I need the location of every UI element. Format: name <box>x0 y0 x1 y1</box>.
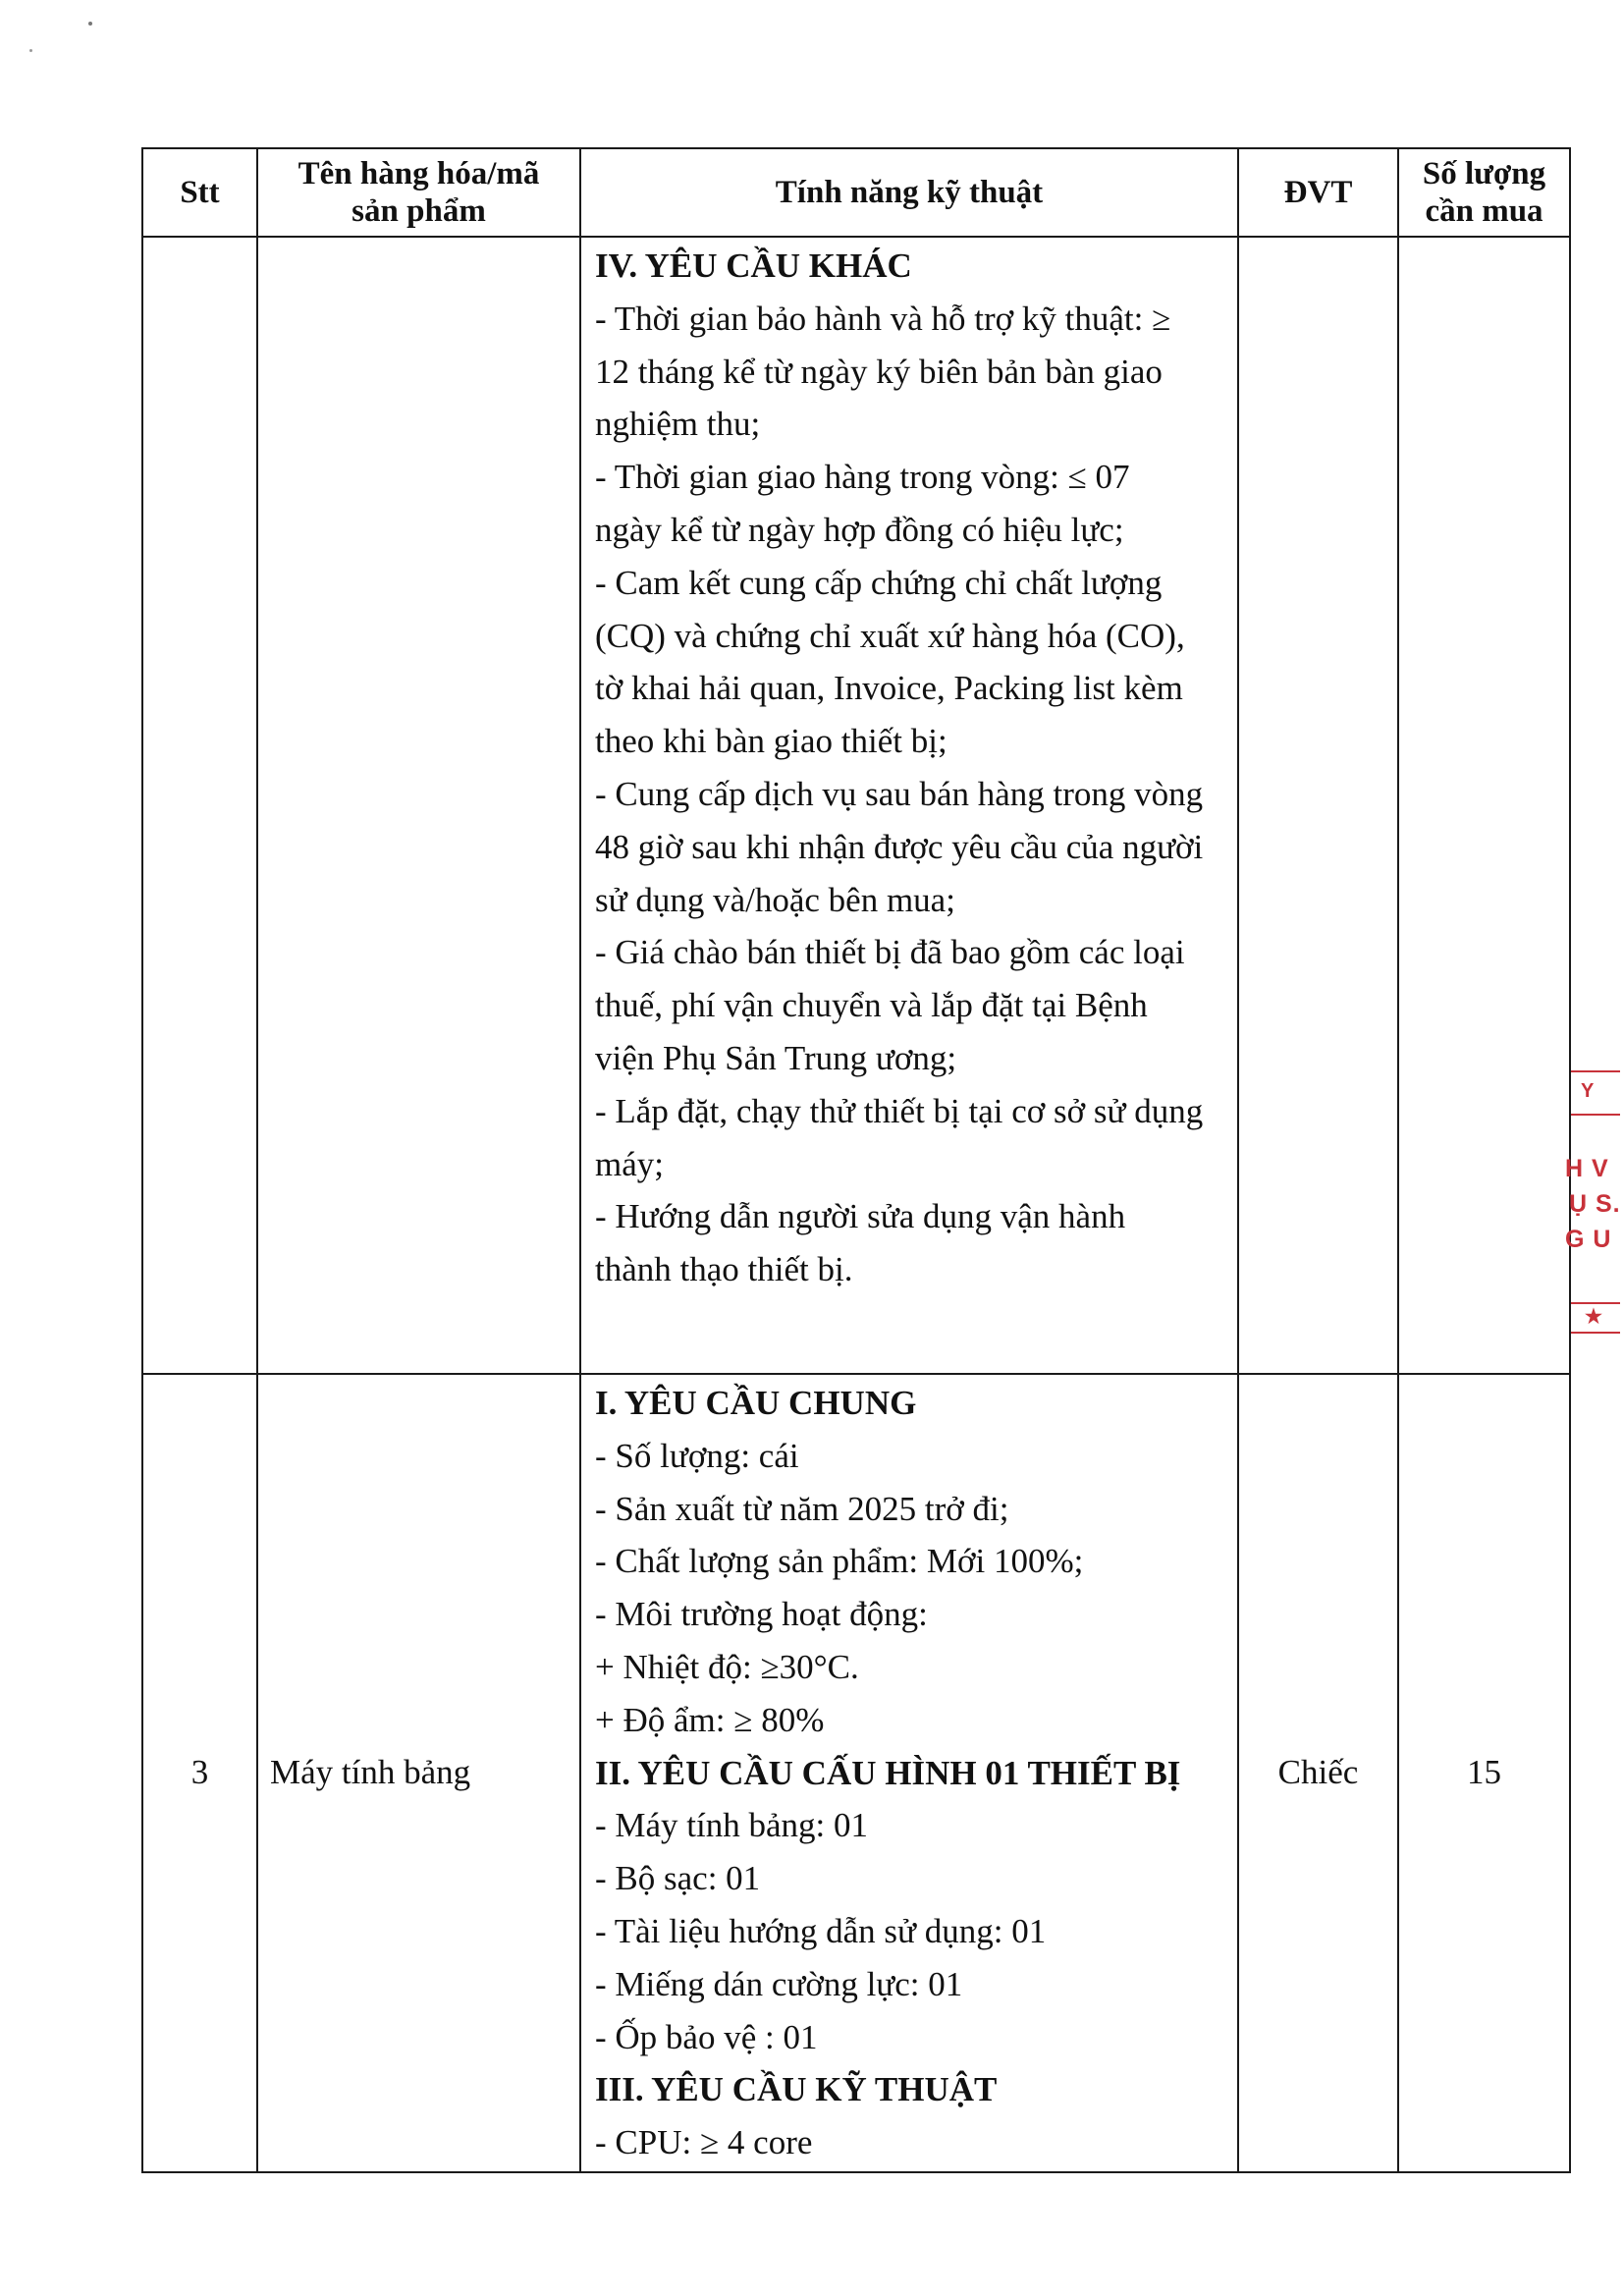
header-unit: ĐVT <box>1238 148 1398 237</box>
spec-line: + Độ ẩm: ≥ 80% <box>595 1700 825 1739</box>
spec-line: tờ khai hải quan, Invoice, Packing list kèm <box>595 669 1183 708</box>
header-qty-line2: cần mua <box>1425 193 1543 229</box>
spec-line: - Ốp bảo vệ : 01 <box>595 2017 818 2056</box>
table-row <box>142 1374 1570 2172</box>
spec-line: - Số lượng: cái <box>595 1436 799 1475</box>
row-unit <box>1238 237 1398 1374</box>
spec-line: - Miếng dán cường lực: 01 <box>595 1964 963 2003</box>
spec-line: máy; <box>595 1144 664 1183</box>
seal-text: Y <box>1581 1080 1596 1102</box>
spec-line: - Hướng dẫn người sửa dụng vận hành <box>595 1197 1126 1236</box>
red-seal-fragment <box>1565 1061 1624 1355</box>
spec-line: - Tài liệu hướng dẫn sử dụng: 01 <box>595 1911 1047 1950</box>
header-name-line2: sản phẩm <box>352 193 486 229</box>
spec-line: - Thời gian bảo hành và hỗ trợ kỹ thuật: ≥ <box>595 299 1171 338</box>
spec-line: 48 giờ sau khi nhận được yêu cầu của người <box>595 827 1204 866</box>
spec-line: - Sản xuất từ năm 2025 trở đi; <box>595 1489 1009 1528</box>
seal-text: H V <box>1565 1155 1609 1182</box>
row-name: Máy tính bảng <box>257 1374 580 2172</box>
spec-line: sử dụng và/hoặc bên mua; <box>595 880 955 919</box>
row-stt <box>142 237 257 1374</box>
spec-line: viện Phụ Sản Trung ương; <box>595 1038 957 1077</box>
spec-line: thuế, phí vận chuyển và lắp đặt tại Bệnh <box>595 986 1148 1025</box>
spec-line: 12 tháng kể từ ngày ký biên bản bàn giao <box>595 352 1163 391</box>
spec-line: - Cung cấp dịch vụ sau bán hàng trong vòng <box>595 774 1204 813</box>
row-qty <box>1398 237 1570 1374</box>
seal-text: Ụ S. <box>1569 1190 1621 1218</box>
spec-line: thành thạo thiết bị. <box>595 1250 853 1289</box>
spec-line: theo khi bàn giao thiết bị; <box>595 722 947 761</box>
seal-star-icon: ★ <box>1585 1306 1603 1328</box>
header-name-line1: Tên hàng hóa/mã <box>298 156 540 191</box>
spec-line: (CQ) và chứng chỉ xuất xứ hàng hóa (CO), <box>595 616 1185 655</box>
row-spec <box>580 237 1238 1374</box>
spec-line: ngày kể từ ngày hợp đồng có hiệu lực; <box>595 510 1124 549</box>
header-spec: Tính năng kỹ thuật <box>580 148 1238 237</box>
spec-line: - Thời gian giao hàng trong vòng: ≤ 07 <box>595 458 1130 497</box>
spec-line: - Môi trường hoạt động: <box>595 1595 928 1634</box>
row-name <box>257 237 580 1374</box>
table-row <box>142 237 1570 1374</box>
spec-line: - CPU: ≥ 4 core <box>595 2123 813 2162</box>
spec-heading: II. YÊU CẦU CẤU HÌNH 01 THIẾT BỊ <box>595 1753 1181 1792</box>
spec-line: - Bộ sạc: 01 <box>595 1859 761 1898</box>
spec-table <box>141 147 1571 2173</box>
spec-line: nghiệm thu; <box>595 405 761 444</box>
header-qty <box>1398 148 1570 237</box>
spec-line: - Chất lượng sản phẩm: Mới 100%; <box>595 1542 1084 1581</box>
row-spec <box>580 1374 1238 2172</box>
spec-line: + Nhiệt độ: ≥30°C. <box>595 1647 859 1686</box>
row-stt: 3 <box>142 1374 257 2172</box>
seal-rule <box>1571 1332 1620 1334</box>
row-unit: Chiếc <box>1238 1374 1398 2172</box>
spec-line: - Giá chào bán thiết bị đã bao gồm các loại <box>595 933 1185 972</box>
spec-line: - Cam kết cung cấp chứng chỉ chất lượng <box>595 563 1163 602</box>
header-qty-line1: Số lượng <box>1422 156 1546 191</box>
header-stt: Stt <box>142 148 257 237</box>
scan-speck <box>88 22 92 26</box>
spec-line: - Máy tính bảng: 01 <box>595 1806 869 1845</box>
spec-line: - Lắp đặt, chạy thử thiết bị tại cơ sở sử dụng <box>595 1091 1204 1130</box>
scan-speck <box>29 49 32 52</box>
seal-text: G U <box>1565 1226 1612 1253</box>
seal-rule <box>1571 1114 1620 1116</box>
header-name <box>257 148 580 237</box>
spec-heading: III. YÊU CẦU KỸ THUẬT <box>595 2070 998 2109</box>
seal-rule <box>1571 1070 1620 1072</box>
header-row <box>142 148 1570 237</box>
spec-heading: I. YÊU CẦU CHUNG <box>595 1384 917 1422</box>
row-qty: 15 <box>1398 1374 1570 2172</box>
spec-heading: IV. YÊU CẦU KHÁC <box>595 246 912 285</box>
